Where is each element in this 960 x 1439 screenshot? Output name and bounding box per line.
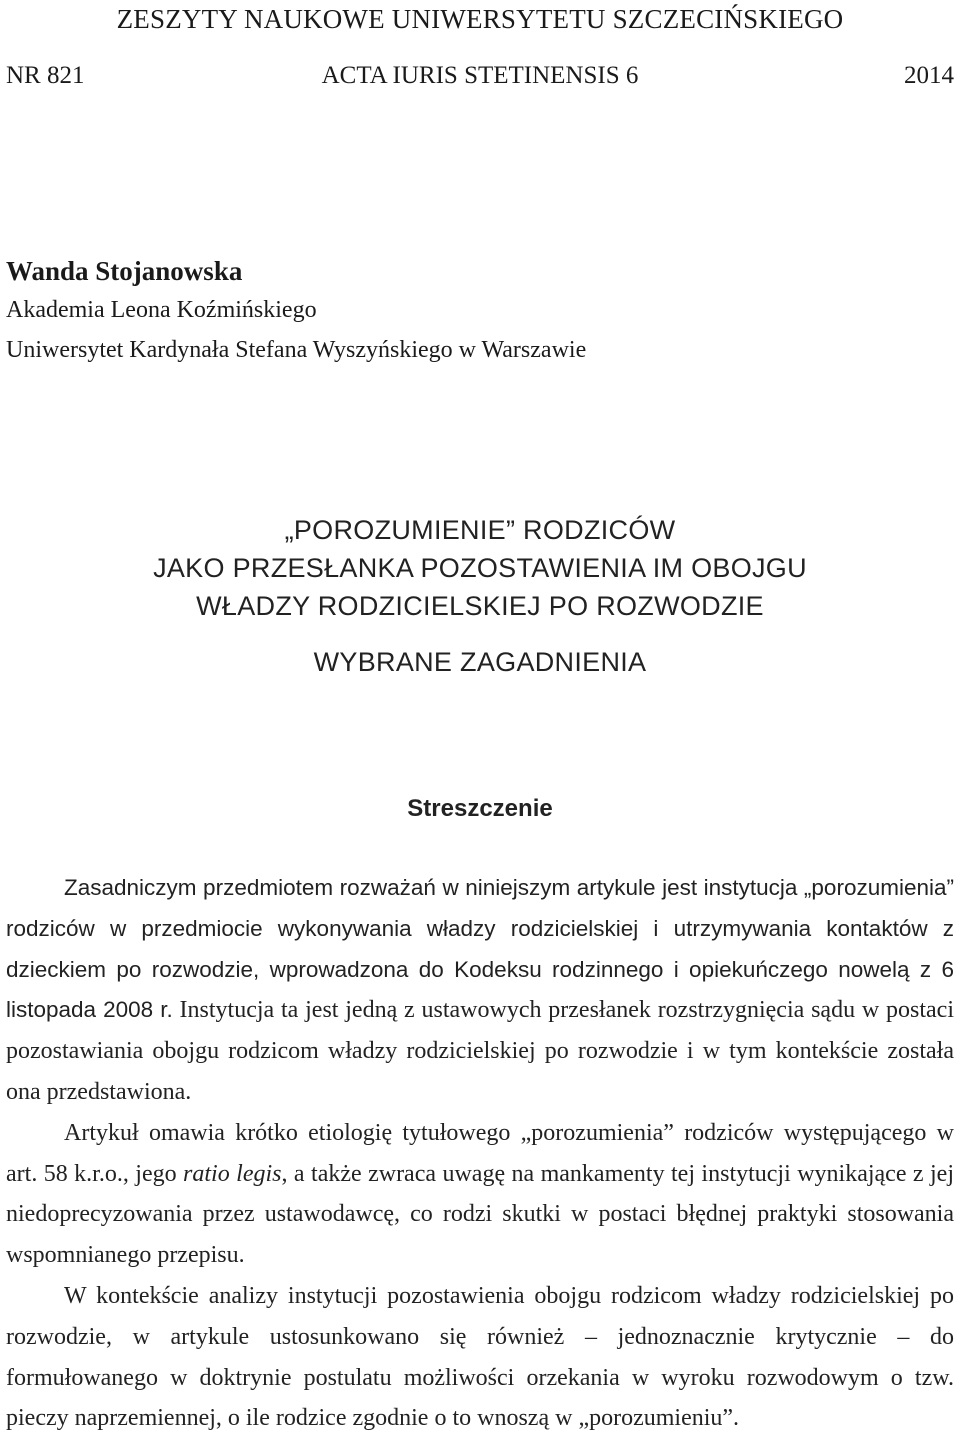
abstract-text: , a także zwraca uwagę na mankamenty tej instytucji wynikające z jej niedoprecyzowania przez ustawodawcę, co rodzi skutki w postaci błędnej praktyki stosowania wspomnianego przepisu. <box>6 1160 954 1269</box>
author-name: Wanda Stojanowska <box>6 256 243 286</box>
article-title <box>0 511 960 625</box>
issue-year: 2014 <box>904 62 954 89</box>
abstract-text: Artykuł omawia krótko etiologię tytułowego „porozumienia” rodziców występującego w art. 58 k.r.o., jego <box>6 1119 954 1187</box>
issue-row <box>6 62 954 96</box>
article-title-line: JAKO PRZESŁANKA POZOSTAWIENIA IM OBOJGU <box>153 553 807 583</box>
issue-number: NR 821 <box>6 62 85 89</box>
journal-title: ZESZYTY NAUKOWE UNIWERSYTETU SZCZECIŃSKIEGO <box>116 4 844 34</box>
author-block <box>6 252 906 370</box>
abstract-body <box>6 868 954 1439</box>
author-affiliation: Akademia Leona Koźmińskiego <box>6 297 317 323</box>
article-subtitle: WYBRANE ZAGADNIENIA <box>313 647 647 677</box>
abstract-text: Zasadniczym przedmiotem rozważań w niniejszym artykule jest instytucja „porozumienia” rodziców w przedmiocie wykonywania władzy rodzicielskiej i utrzymywania kontaktów z dzieckiem po rozwodzie, wprowadzona do Kodeksu rodzinnego i opiekuńczego nowelą z 6 listopada 2008 r. <box>6 875 954 1023</box>
abstract-heading: Streszczenie <box>407 795 553 822</box>
abstract-paragraph <box>6 1113 954 1276</box>
article-title-line: „POROZUMIENIE” RODZICÓW <box>284 515 676 545</box>
author-affiliation: Uniwersytet Kardynała Stefana Wyszyńskiego w Warszawie <box>6 337 587 363</box>
abstract-paragraph: W kontekście analizy instytucji pozostawienia obojgu rodzicom władzy rodzicielskiej po rozwodzie, w artykule ustosunkowano się również – jednoznacznie krytycznie – do formułowanego w doktrynie postulatu możliwości orzekania w wyroku rozwodowym o tzw. pieczy naprzemiennej, o ile rodzice zgodnie o to wnoszą w „porozumieniu”. <box>6 1282 954 1432</box>
journal-series: ACTA IURIS STETINENSIS 6 <box>321 62 639 89</box>
abstract-text: Instytucja ta jest jedną z ustawowych przesłanek rozstrzygnięcia sądu w postaci pozostawiania obojgu rodzicom władzy rodzicielskiej po rozwodzie i w tym kontekście została ona przedstawiona. <box>6 997 955 1105</box>
abstract-paragraph <box>6 868 954 1113</box>
abstract-italic-term: ratio legis <box>183 1160 282 1187</box>
article-title-line: WŁADZY RODZICIELSKIEJ PO ROZWODZIE <box>196 591 764 621</box>
